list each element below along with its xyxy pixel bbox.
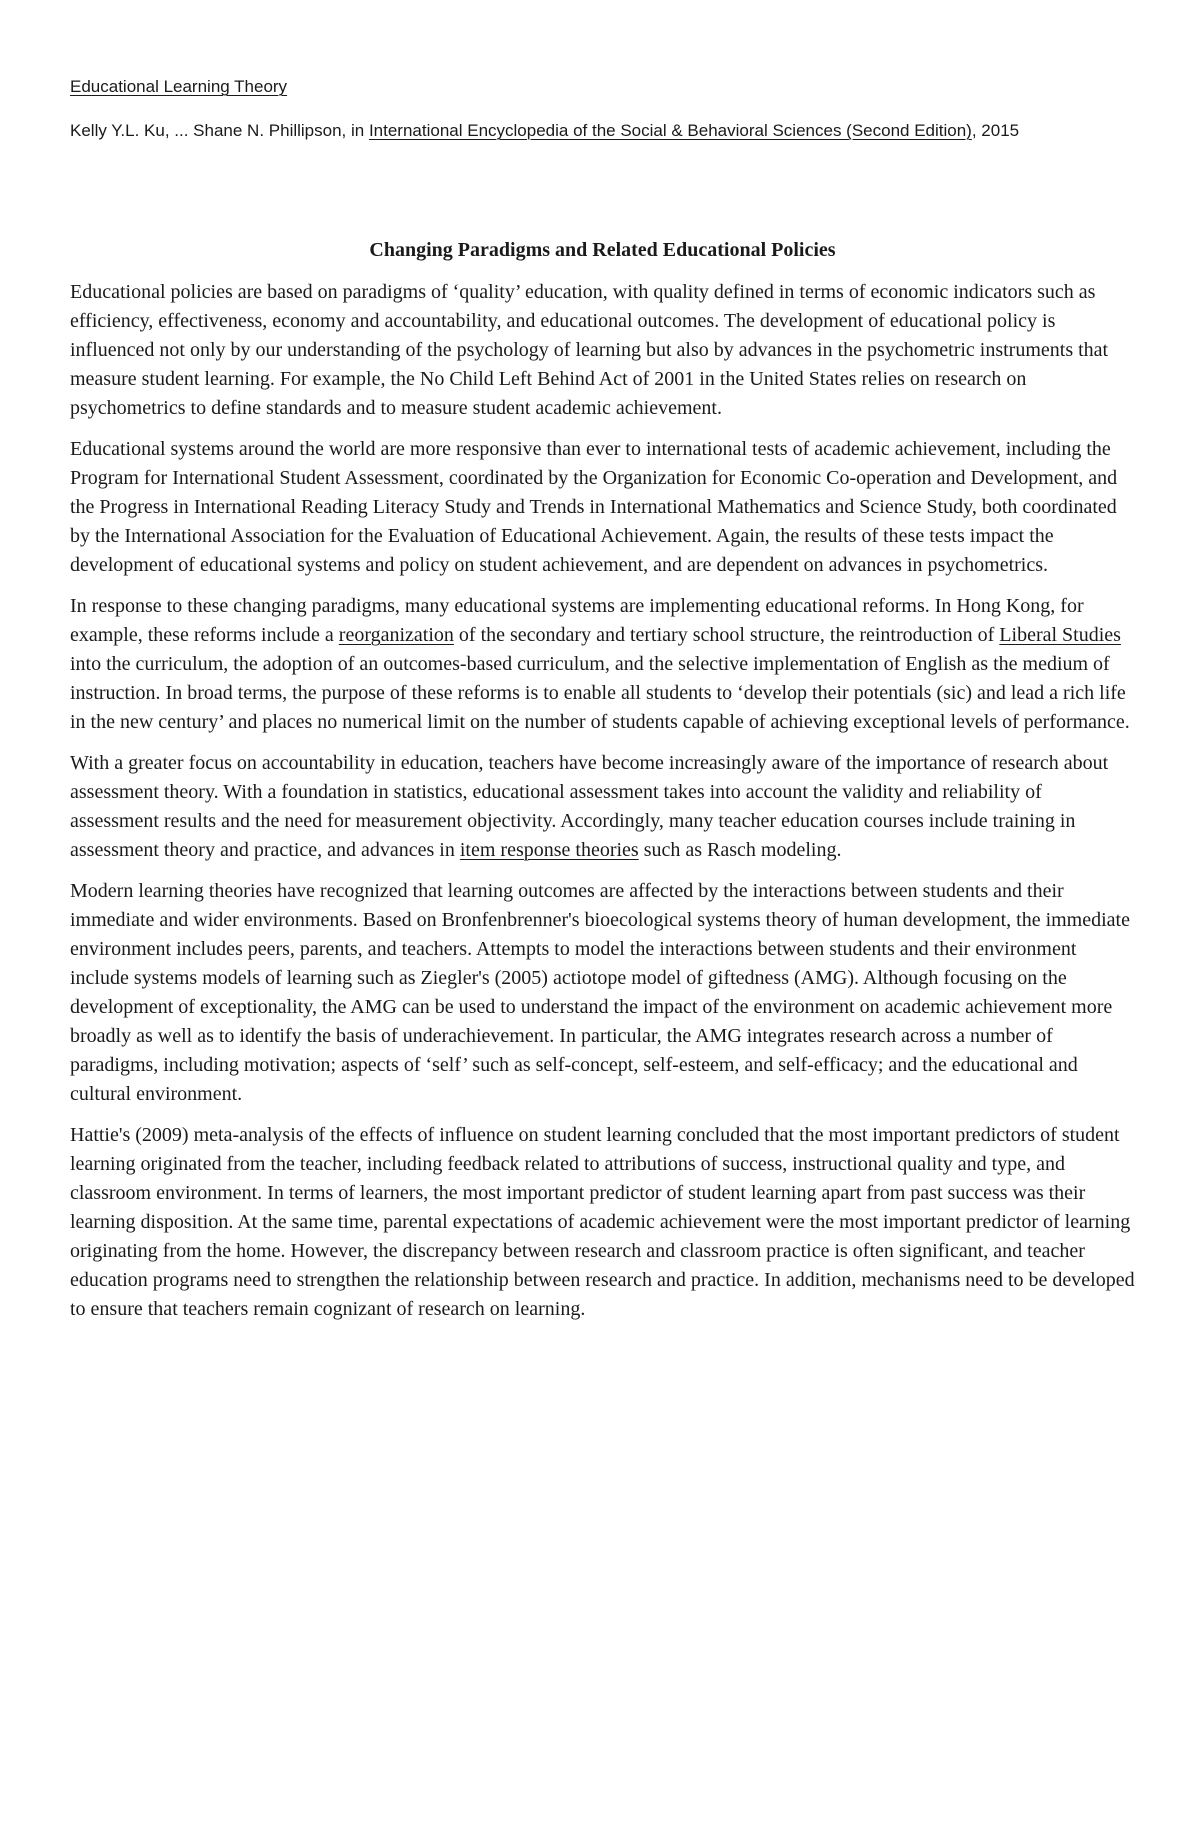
paragraph-5: Modern learning theories have recognized that learning outcomes are affected by the interactions between students and their immediate and wider environments. Based on Bronfenbrenner's bioecological systems theory of human development, the immediate environment includes peers, parents, and teachers. Attempts to model the interactions between students and their environment include systems models of learning such as Ziegler's (2005) actiotope model of giftedness (AMG). Although focusing on the development of exceptionality, the AMG can be used to understand the impact of the environment on academic achievement more broadly as well as to identify the basis of underachievement. In particular, the AMG integrates research across a number of paradigms, including motivation; aspects of ‘self’ such as self-concept, self-esteem, and self-efficacy; and the educational and cultural environment. bbox=[70, 880, 1130, 1105]
paragraph-3-text-c: into the curriculum, the adoption of an outcomes-based curriculum, and the selective implementation of English as the medium of instruction. In broad terms, the purpose of these reforms is to enable all students to ‘develop their potentials (sic) and lead a rich life in the new century’ and places no numerical limit on the number of students capable of achieving exceptional levels of performance. bbox=[70, 653, 1130, 733]
topic-header bbox=[70, 74, 287, 100]
paragraph-2: Educational systems around the world are more responsive than ever to international tests of academic achievement, including the Program for International Student Assessment, coordinated by the Organization for Economic Co-operation and Development, and the Progress in International Reading Literacy Study and Trends in International Mathematics and Science Study, both coordinated by the International Association for the Evaluation of Educational Achievement. Again, the results of these tests impact the development of educational systems and policy on student achievement, and are dependent on advances in psychometrics. bbox=[70, 438, 1118, 576]
paragraph-4-text-b: such as Rasch modeling. bbox=[638, 839, 842, 861]
citation-year: , 2015 bbox=[971, 121, 1020, 140]
paragraph-3-text-b: of the secondary and tertiary school structure, the reintroduction of bbox=[453, 624, 1000, 646]
article-title: Changing Paradigms and Related Educational Policies bbox=[369, 239, 836, 261]
paragraph-4 bbox=[70, 749, 1135, 865]
paragraph-6: Hattie's (2009) meta-analysis of the effects of influence on student learning concluded that the most important predictors of student learning originated from the teacher, including feedback related to attributions of success, instructional quality and type, and classroom environment. In terms of learners, the most important predictor of student learning apart from past success was their learning disposition. At the same time, parental expectations of academic achievement were the most important predictor of learning originating from the home. However, the discrepancy between research and classroom practice is often significant, and teacher education programs need to strengthen the relationship between research and practice. In addition, mechanisms need to be developed to ensure that teachers remain cognizant of research on learning. bbox=[70, 1124, 1135, 1320]
citation bbox=[70, 118, 1130, 144]
topic-link[interactable]: Educational Learning Theory bbox=[70, 77, 288, 96]
article-body bbox=[70, 278, 1135, 1336]
paragraph-1: Educational policies are based on paradigms of ‘quality’ education, with quality defined in terms of economic indicators such as efficiency, effectiveness, economy and accountability, and educational outcomes. The development of educational policy is influenced not only by our understanding of the psychology of learning but also by advances in the psychometric instruments that measure student learning. For example, the No Child Left Behind Act of 2001 in the United States relies on research on psychometrics to define standards and to measure student academic achievement. bbox=[70, 281, 1109, 419]
item-response-theories-link[interactable]: item response theories bbox=[459, 839, 639, 861]
paragraph-3-text-a: In response to these changing paradigms, many educational systems are implementing educational reforms. In Hong Kong, for example, these reforms include a bbox=[70, 595, 1084, 646]
paragraph-4-text-a: With a greater focus on accountability in education, teachers have become increasingly aware of the importance of research about assessment theory. With a foundation in statistics, educational assessment takes into account the validity and reliability of assessment results and the need for measurement objectivity. Accordingly, many teacher education courses include training in assessment theory and practice, and advances in bbox=[70, 752, 1109, 861]
paragraph-3 bbox=[70, 592, 1135, 737]
source-link[interactable]: International Encyclopedia of the Social & Behavioral Sciences (Second Edition) bbox=[368, 121, 972, 140]
liberal-studies-link[interactable]: Liberal Studies bbox=[999, 624, 1121, 646]
citation-authors: Kelly Y.L. Ku, ... Shane N. Phillipson, in bbox=[70, 121, 369, 140]
reorganization-link[interactable]: reorganization bbox=[338, 624, 454, 646]
